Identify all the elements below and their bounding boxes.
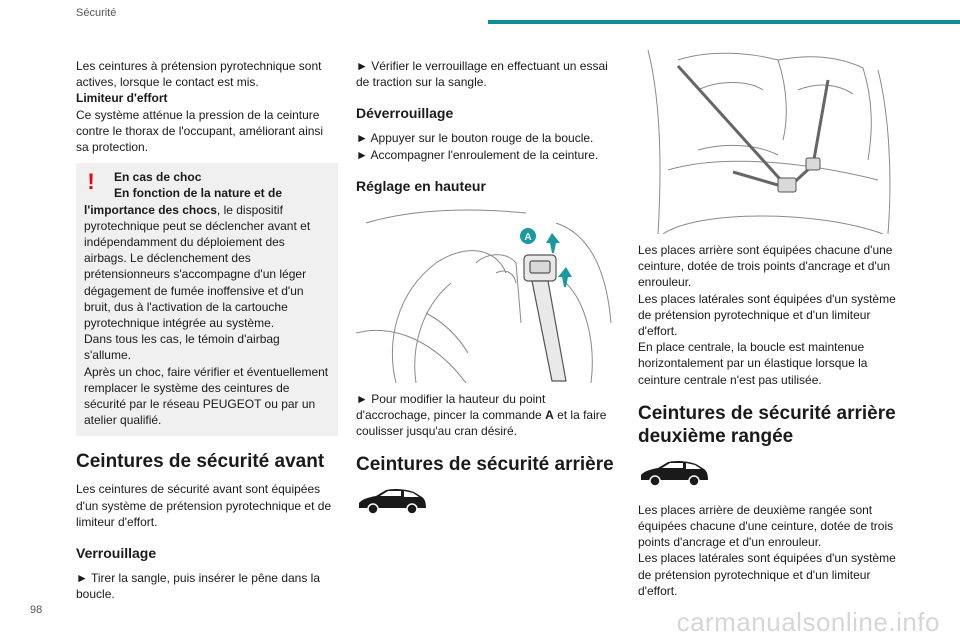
warning-text-b: Dans tous les cas, le témoin d'airbag s'allume. xyxy=(84,332,280,363)
header-accent-bar xyxy=(488,20,960,24)
watermark: carmanualsonline.info xyxy=(676,607,940,637)
warning-text-c: Après un choc, faire vérifier et éventuellement remplacer le système des ceintures de sécurité par le réseau PEUGEOT ou par un atelier qualifié. xyxy=(84,364,329,428)
warning-title: En cas de choc xyxy=(114,170,202,185)
unlock-step-2: ► Accompagner l'enroulement de la ceinture. xyxy=(356,147,599,162)
second-row-paragraph-1: Les places arrière de deuxième rangée sont équipées chacune d'une ceinture, dotée de trois points d'ancrage et d'un enrouleur. xyxy=(638,502,894,550)
second-row-paragraph-2: Les places latérales sont équipées d'un système de prétension pyrotechnique et d'un limiteur d'effort. xyxy=(638,551,896,598)
car-silhouette-icon xyxy=(356,486,428,516)
height-adjust-illustration xyxy=(356,203,618,383)
warning-text-a: , le dispositif pyrotechnique peut se déclencher avant et indépendamment du déploiement des airbags. Le déclenchement des prétensionneurs s'accompagne d'un léger dégagement de fumée inoffensive et d'un bruit, dus à l'activation de la cartouche pyrotechnique intégrée au système. xyxy=(84,202,311,331)
rear-belts-heading: Ceintures de sécurité arrière xyxy=(356,454,614,476)
warning-subtitle: En fonction de la nature et de xyxy=(114,186,283,201)
height-step-bold: A xyxy=(545,408,554,423)
second-row-heading: Ceintures de sécurité arrière deuxième rangée xyxy=(638,402,896,447)
front-belts-paragraph: Les ceintures de sécurité avant sont équipées d'un système de prétension pyrotechnique et de limiteur d'effort. xyxy=(76,482,332,529)
front-belts-heading: Ceintures de sécurité avant xyxy=(76,451,325,473)
height-step-a: ► Pour modifier la hauteur du point d'accrochage, pincer la commande xyxy=(356,391,546,423)
warning-box xyxy=(76,163,338,436)
warning-text xyxy=(84,202,330,332)
lock-heading: Verrouillage xyxy=(76,545,157,562)
limiteur-paragraph: Ce système atténue la pression de la ceinture contre le thorax de l'occupant, améliorant ainsi sa protection. xyxy=(76,107,324,155)
page-number: 98 xyxy=(30,604,43,616)
car-silhouette-icon-2 xyxy=(638,458,710,488)
unlock-heading: Déverrouillage xyxy=(356,105,454,122)
pretension-paragraph: Les ceintures à prétension pyrotechnique sont actives, lorsque le contact est mis. xyxy=(76,59,322,90)
rear-paragraph-1: Les places arrière sont équipées chacune d'une ceinture, dotée de trois points d'ancrage et d'un enrouleur. xyxy=(638,243,893,290)
height-step-b: et la faire coulisser jusqu'au cran désiré. xyxy=(356,408,607,439)
column-3 xyxy=(638,50,906,599)
rear-paragraph-2: Les places latérales sont équipées d'un système de prétension pyrotechnique et d'un limiteur d'effort. xyxy=(638,291,896,339)
height-heading: Réglage en hauteur xyxy=(356,177,486,194)
height-step xyxy=(356,391,618,440)
warning-bold-lead: l'importance des chocs xyxy=(84,202,217,217)
lock-step: ► Tirer la sangle, puis insérer le pêne dans la boucle. xyxy=(76,571,321,602)
rear-seat-belts-illustration xyxy=(638,50,900,234)
column-2 xyxy=(356,58,618,516)
column-1 xyxy=(76,58,338,602)
unlock-step-1: ► Appuyer sur le bouton rouge de la boucle. xyxy=(356,131,594,146)
callout-a-label: A xyxy=(524,231,532,243)
rear-paragraph-3: En place centrale, la boucle est maintenue horizontalement par un élastique lorsque la ceinture centrale n'est pas utilisée. xyxy=(638,340,868,387)
section-label: Sécurité xyxy=(76,7,117,19)
limiteur-heading: Limiteur d'effort xyxy=(76,91,168,106)
lock-step-2: ► Vérifier le verrouillage en effectuant un essai de traction sur la sangle. xyxy=(356,59,608,90)
warning-icon: ! xyxy=(87,169,95,195)
